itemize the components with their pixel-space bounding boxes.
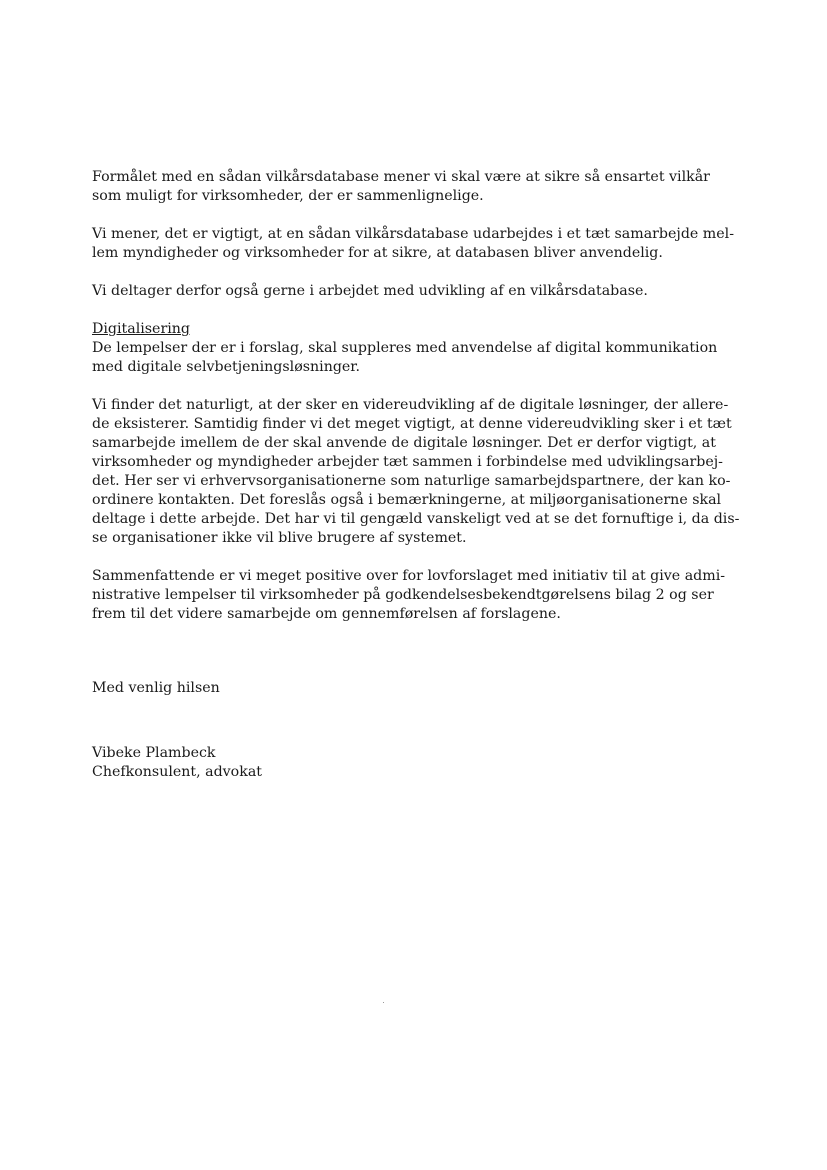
text-line: De lempelser der er i forslag, skal suppleres med anvendelse af digital kommunikation	[92, 340, 718, 356]
text-line: Vi mener, det er vigtigt, at en sådan vilkårsdatabase udarbejdes i et tæt samarbejde mel-	[92, 226, 734, 242]
paragraph-purpose	[92, 168, 710, 206]
section-heading: Digitalisering	[92, 321, 190, 337]
text-line: med digitale selvbetjeningsløsninger.	[92, 359, 361, 375]
section-digitalisering	[92, 320, 718, 377]
paragraph-digital-solutions	[92, 396, 740, 548]
text-line: Sammenfattende er vi meget positive over for lovforslaget med initiativ til at give admi-	[92, 568, 726, 584]
signer-name: Vibeke Plambeck	[92, 745, 216, 761]
text-line: det. Her ser vi erhvervsorganisationerne som naturlige samarbejdspartnere, der kan ko-	[92, 473, 731, 489]
text-line: de eksisterer. Samtidig finder vi det meget vigtigt, at denne videreudvikling sker i et tæt	[92, 416, 732, 432]
paragraph-collaboration	[92, 225, 734, 263]
paragraph-summary	[92, 567, 726, 624]
text-line: samarbejde imellem de der skal anvende de digitale løsninger. Det er derfor vigtigt, at	[92, 435, 716, 451]
text-line: ordinere kontakten. Det foreslås også i bemærkningerne, at miljøorganisationerne skal	[92, 492, 722, 508]
text-line: frem til det videre samarbejde om gennemførelsen af forslagene.	[92, 606, 561, 622]
letter-body	[92, 168, 740, 782]
text-line: deltage i dette arbejde. Det har vi til gengæld vanskeligt ved at se det fornuftige i, da dis-	[92, 511, 740, 527]
text-line: som muligt for virksomheder, der er sammenlignelige.	[92, 188, 484, 204]
text-line: Formålet med en sådan vilkårsdatabase mener vi skal være at sikre så ensartet vilkår	[92, 169, 710, 185]
signature-block	[92, 744, 692, 782]
text-line: Vi deltager derfor også gerne i arbejdet med udvikling af en vilkårsdatabase.	[92, 283, 648, 299]
text-line: nistrative lempelser til virksomheder på godkendelsesbekendtgørelsens bilag 2 og ser	[92, 587, 714, 603]
text-line: virksomheder og myndigheder arbejder tæt sammen i forbindelse med udviklingsarbej-	[92, 454, 723, 470]
text-line: se organisationer ikke vil blive brugere af systemet.	[92, 530, 467, 546]
text-line: Vi finder det naturligt, at der sker en videreudvikling af de digitale løsninger, der allere-	[92, 397, 729, 413]
signer-title: Chefkonsulent, advokat	[92, 764, 262, 780]
scan-speck	[383, 1002, 384, 1003]
text-line: lem myndigheder og virksomheder for at sikre, at databasen bliver anvendelig.	[92, 245, 663, 261]
paragraph-participation	[92, 282, 692, 301]
closing-text: Med venlig hilsen	[92, 680, 220, 696]
closing	[92, 679, 692, 698]
